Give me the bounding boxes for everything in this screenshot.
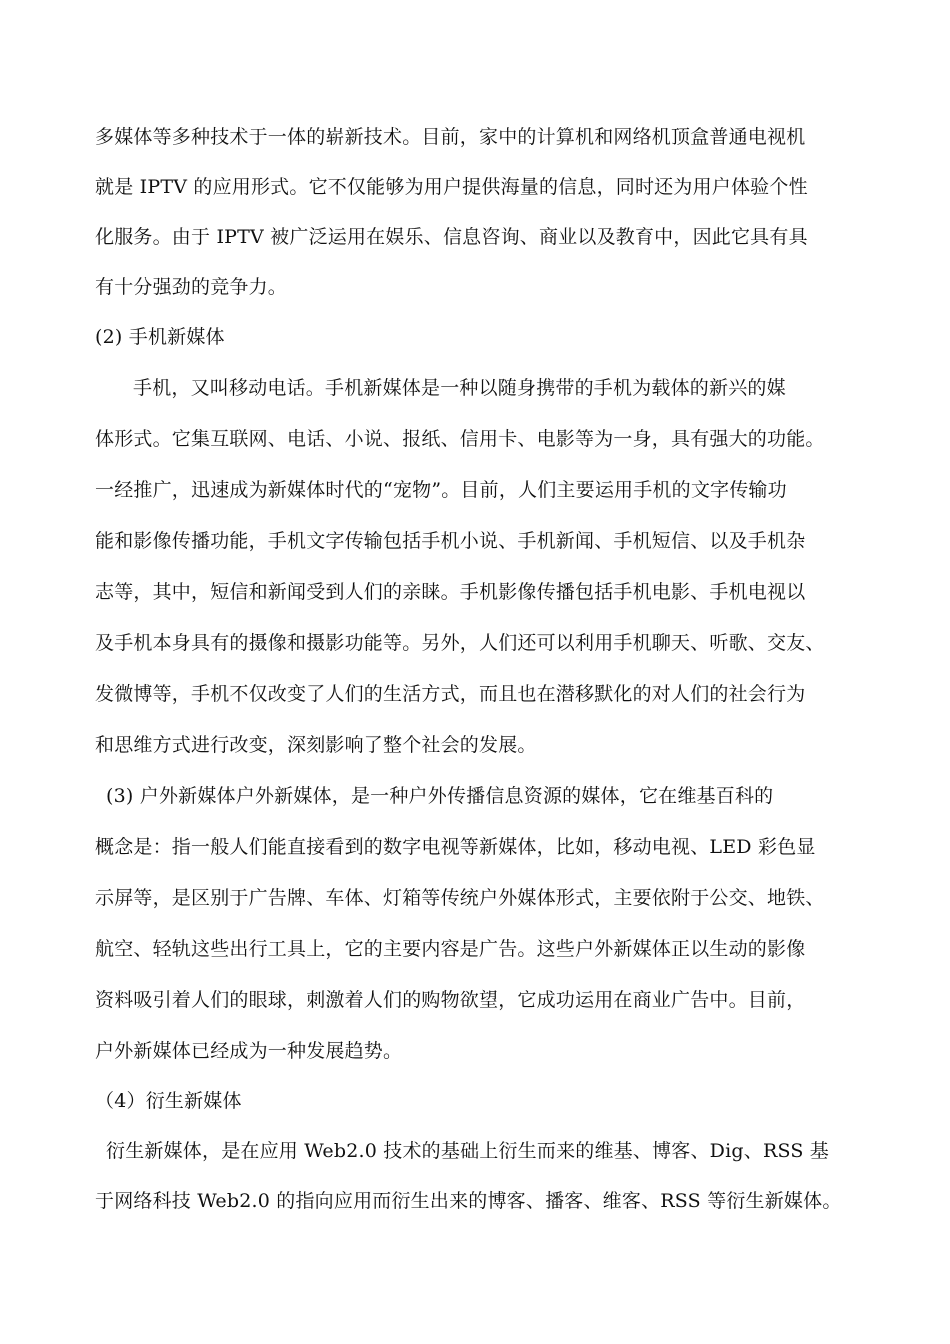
text-line: 志等，其中，短信和新闻受到人们的亲睐。手机影像传播包括手机电影、手机电视以 bbox=[95, 581, 806, 603]
text-line: 资料吸引着人们的眼球，刺激着人们的购物欲望，它成功运用在商业广告中。目前， bbox=[95, 989, 806, 1011]
text-line: 及手机本身具有的摄像和摄影功能等。另外，人们还可以利用手机聊天、听歌、交友、 bbox=[95, 632, 825, 654]
paragraph-first-line: 衍生新媒体，是在应用 Web2.0 技术的基础上衍生而来的维基、博客、Dig、RSS 基 bbox=[106, 1140, 829, 1162]
text-line: 概念是：指一般人们能直接看到的数字电视等新媒体，比如，移动电视、LED 彩色显 bbox=[95, 836, 816, 858]
text-line: 户外新媒体已经成为一种发展趋势。 bbox=[95, 1040, 403, 1062]
paragraph-first-line: 手机，又叫移动电话。手机新媒体是一种以随身携带的手机为载体的新兴的媒 bbox=[133, 377, 786, 399]
section-heading: (2) 手机新媒体 bbox=[95, 326, 225, 348]
text-line: 有十分强劲的竞争力。 bbox=[95, 276, 288, 298]
text-line: 能和影像传播功能，手机文字传输包括手机小说、手机新闻、手机短信、以及手机杂 bbox=[95, 530, 806, 552]
section-heading-paragraph: (3) 户外新媒体户外新媒体，是一种户外传播信息资源的媒体，它在维基百科的 bbox=[106, 785, 774, 807]
text-line: 多媒体等多种技术于一体的崭新技术。目前，家中的计算机和网络机顶盒普通电视机 bbox=[95, 126, 806, 148]
text-line: 示屏等，是区别于广告牌、车体、灯箱等传统户外媒体形式，主要依附于公交、地铁、 bbox=[95, 887, 825, 909]
section-heading: （4）衍生新媒体 bbox=[95, 1090, 242, 1112]
text-line: 就是 IPTV 的应用形式。它不仅能够为用户提供海量的信息，同时还为用户体验个性 bbox=[95, 176, 808, 198]
text-line: 航空、轻轨这些出行工具上，它的主要内容是广告。这些户外新媒体正以生动的影像 bbox=[95, 938, 806, 960]
text-line: 体形式。它集互联网、电话、小说、报纸、信用卡、电影等为一身，具有强大的功能。 bbox=[95, 428, 825, 450]
text-line: 化服务。由于 IPTV 被广泛运用在娱乐、信息咨询、商业以及教育中，因此它具有具 bbox=[95, 226, 808, 248]
text-line: 和思维方式进行改变，深刻影响了整个社会的发展。 bbox=[95, 734, 537, 756]
text-line: 发微博等，手机不仅改变了人们的生活方式，而且也在潜移默化的对人们的社会行为 bbox=[95, 683, 806, 705]
text-line: 于网络科技 Web2.0 的指向应用而衍生出来的博客、播客、维客、RSS 等衍生新媒体。 bbox=[95, 1190, 842, 1212]
text-line: 一经推广，迅速成为新媒体时代的“宠物”。目前，人们主要运用手机的文字传输功 bbox=[95, 479, 787, 501]
